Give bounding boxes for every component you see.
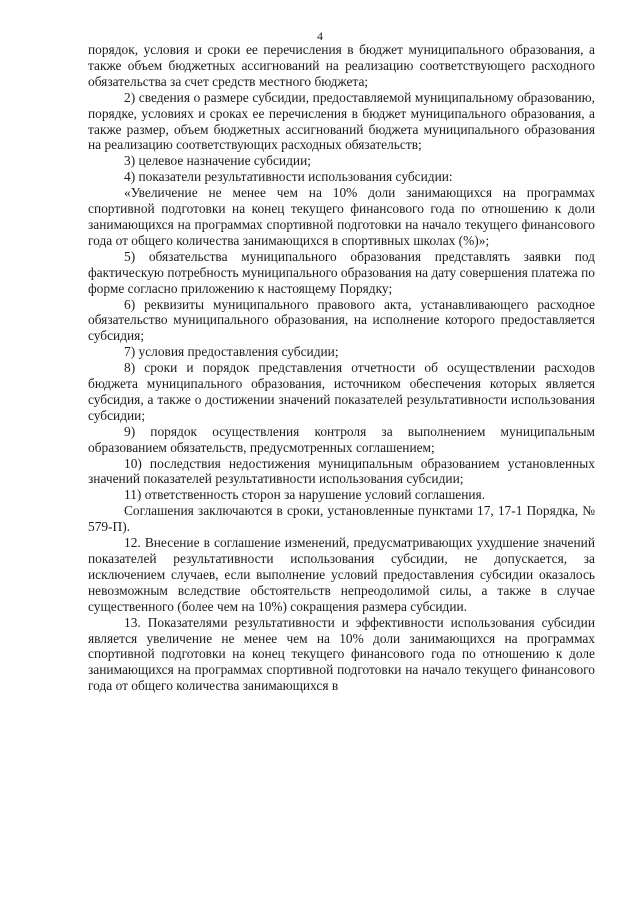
paragraph-item-8: 8) сроки и порядок представления отчетности об осуществлении расходов бюджета муниципального образования, источником обеспечения которых является субсидия, а также о достижении значений показателей результативности использования субсидии;: [88, 360, 595, 423]
body-text: [88, 42, 595, 694]
paragraph-item-5: 5) обязательства муниципального образования представлять заявки под фактическую потребность муниципального образования на дату совершения платежа по форме согласно приложению к настоящему Порядку;: [88, 248, 595, 296]
paragraph-item-11: 11) ответственность сторон за нарушение условий соглашения.: [124, 487, 486, 503]
paragraph-item-3: 3) целевое назначение субсидии;: [124, 153, 311, 169]
paragraph-item-9: 9) порядок осуществления контроля за выполнением муниципальным образованием обязательств, предусмотренных соглашением;: [88, 423, 595, 455]
page-number: 4: [317, 29, 323, 43]
paragraph-item-6: 6) реквизиты муниципального правового акта, устанавливающего расходное обязательство муниципального образования, на исполнение которого предоставляется субсидия;: [88, 296, 595, 344]
paragraph-item-2: 2) сведения о размере субсидии, предоставляемой муниципальному образованию, порядке, условиях и сроках ее перечисления в бюджет муниципального образования, а также размер, объем бюджетных ассигнований бюджета муниципального образования на реализацию соответствующих расходных обязательств;: [88, 89, 595, 153]
paragraph-item-10: 10) последствия недостижения муниципальным образованием установленных значений показателей результативности использования субсидии;: [88, 455, 595, 487]
paragraph-indicator-quote: «Увеличение не менее чем на 10% доли занимающихся на программах спортивной подготовки на конец текущего финансового года по отношению к доли занимающихся на программах спортивной подготовки на начало текущего финансового года от общего количества занимающихся в спортивных школах (%)»;: [88, 185, 595, 248]
paragraph-section-12: 12. Внесение в соглашение изменений, предусматривающих ухудшение значений показателей результативности использования субсидии, не допускается, за исключением случаев, если выполнение условий предоставления субсидии оказалось невозможным вследствие обстоятельств непреодолимой силы, а также в случае существенного (более чем на 10%) сокращения размера субсидии.: [88, 535, 595, 614]
paragraph-continuation: порядок, условия и сроки ее перечисления в бюджет муниципального образования, а также объем бюджетных ассигнований на реализацию соответствующего расходного обязательства за счет средств местного бюджета;: [88, 42, 595, 89]
paragraph-section-13: 13. Показателями результативности и эффективности использования субсидии является увеличение не менее чем на 10% доли занимающихся на программах спортивной подготовки на конец текущего финансового года по отношению к доле занимающихся на программах спортивной подготовки на начало текущего финансового года от общего количества занимающихся в: [88, 614, 595, 694]
paragraph-item-4: 4) показатели результативности использования субсидии:: [124, 169, 453, 185]
paragraph-item-7: 7) условия предоставления субсидии;: [124, 344, 339, 360]
paragraph-agreement-terms: Соглашения заключаются в сроки, установленные пунктами 17, 17-1 Порядка, № 579-П).: [88, 503, 595, 535]
